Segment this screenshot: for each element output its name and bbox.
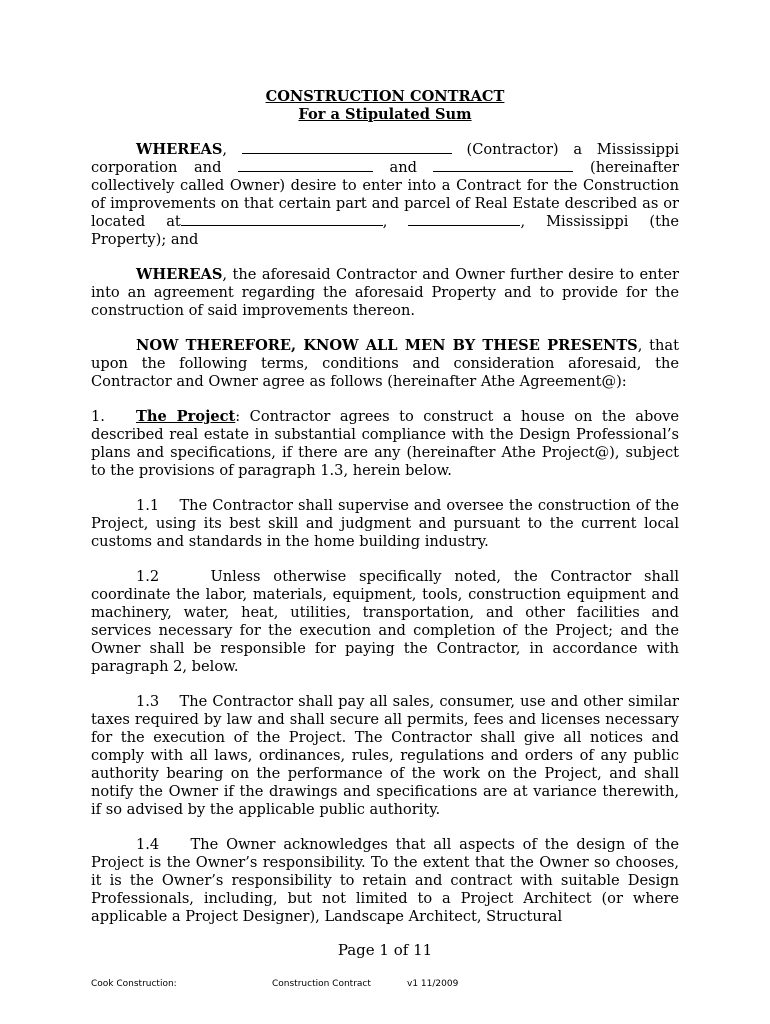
property-address-blank[interactable]: [181, 213, 383, 226]
footer-document-name: Construction Contract: [272, 979, 371, 989]
paragraph-1-3: 1.3 The Contractor shall pay all sales, consumer, use and other similar taxes required by law and shall secure all permits, fees and licenses necessary for the execution of the Project. The Contractor shall give all notices and comply with all laws, ordinances, rules, regulations and orders of any public authority bearing on the performance of the work on the Project, and shall notify the Owner if the drawings and specifications are at variance therewith, if so advised by the applicable public authority.: [91, 693, 679, 818]
whereas-paragraph-1: WHEREAS, (Contractor) a Mississippi corporation and and (hereinafter collectively called Owner) desire to enter into a Contract for the Construction of improvements on that certain part and parcel of Real Estate described as or located at , , Mississippi (the Property); and: [91, 141, 680, 248]
owner-name-blank-2[interactable]: [433, 159, 573, 172]
whereas-paragraph-2: WHEREAS, the aforesaid Contractor and Owner further desire to enter into an agreement regarding the aforesaid Property and to provide for the construction of said improvements thereon.: [91, 266, 679, 319]
paragraph-1-2: 1.2 Unless otherwise specifically noted, the Contractor shall coordinate the labor, materials, equipment, tools, construction equipment and machinery, water, heat, utilities, transportation, and other facilities and services necessary for the execution and completion of the Project; and the Owner shall be responsible for paying the Contractor, in accordance with paragraph 2, below.: [91, 568, 679, 675]
footer-company: Cook Construction:: [91, 979, 177, 989]
contractor-name-blank[interactable]: [242, 141, 452, 154]
document-subtitle: For a Stipulated Sum: [298, 106, 472, 123]
whereas-lead: WHEREAS: [136, 141, 223, 158]
paragraph-1-4: 1.4 The Owner acknowledges that all aspects of the design of the Project is the Owner’s responsibility. To the extent that the Owner so chooses, it is the Owner’s responsibility to retain and contract with suitable Design Professionals, including, but not limited to a Project Architect (or where applicable a Project Designer), Landscape Architect, Structural: [91, 836, 679, 925]
footer-version: v1 11/2009: [407, 979, 459, 989]
now-therefore-paragraph: NOW THEREFORE, KNOW ALL MEN BY THESE PRESENTS, that upon the following terms, conditions and consideration aforesaid, the Contractor and Owner agree as follows (hereinafter Athe Agreement@):: [91, 337, 679, 390]
paragraph-1-1: 1.1 The Contractor shall supervise and oversee the construction of the Project, using its best skill and judgment and pursuant to the current local customs and standards in the home building industry.: [91, 497, 679, 550]
page-number: Page 1 of 11: [337, 941, 433, 959]
property-city-blank[interactable]: [408, 213, 520, 226]
document-body: [91, 88, 679, 926]
document-title: CONSTRUCTION CONTRACT: [265, 88, 505, 105]
section-1-heading: The Project: [136, 408, 236, 425]
owner-name-blank-1[interactable]: [238, 159, 373, 172]
section-1-project: 1. The Project: Contractor agrees to construct a house on the above described real estate in substantial compliance with the Design Professional’s plans and specifications, if there are any (hereinafter Athe Project@), subject to the provisions of paragraph 1.3, herein below.: [91, 408, 679, 479]
